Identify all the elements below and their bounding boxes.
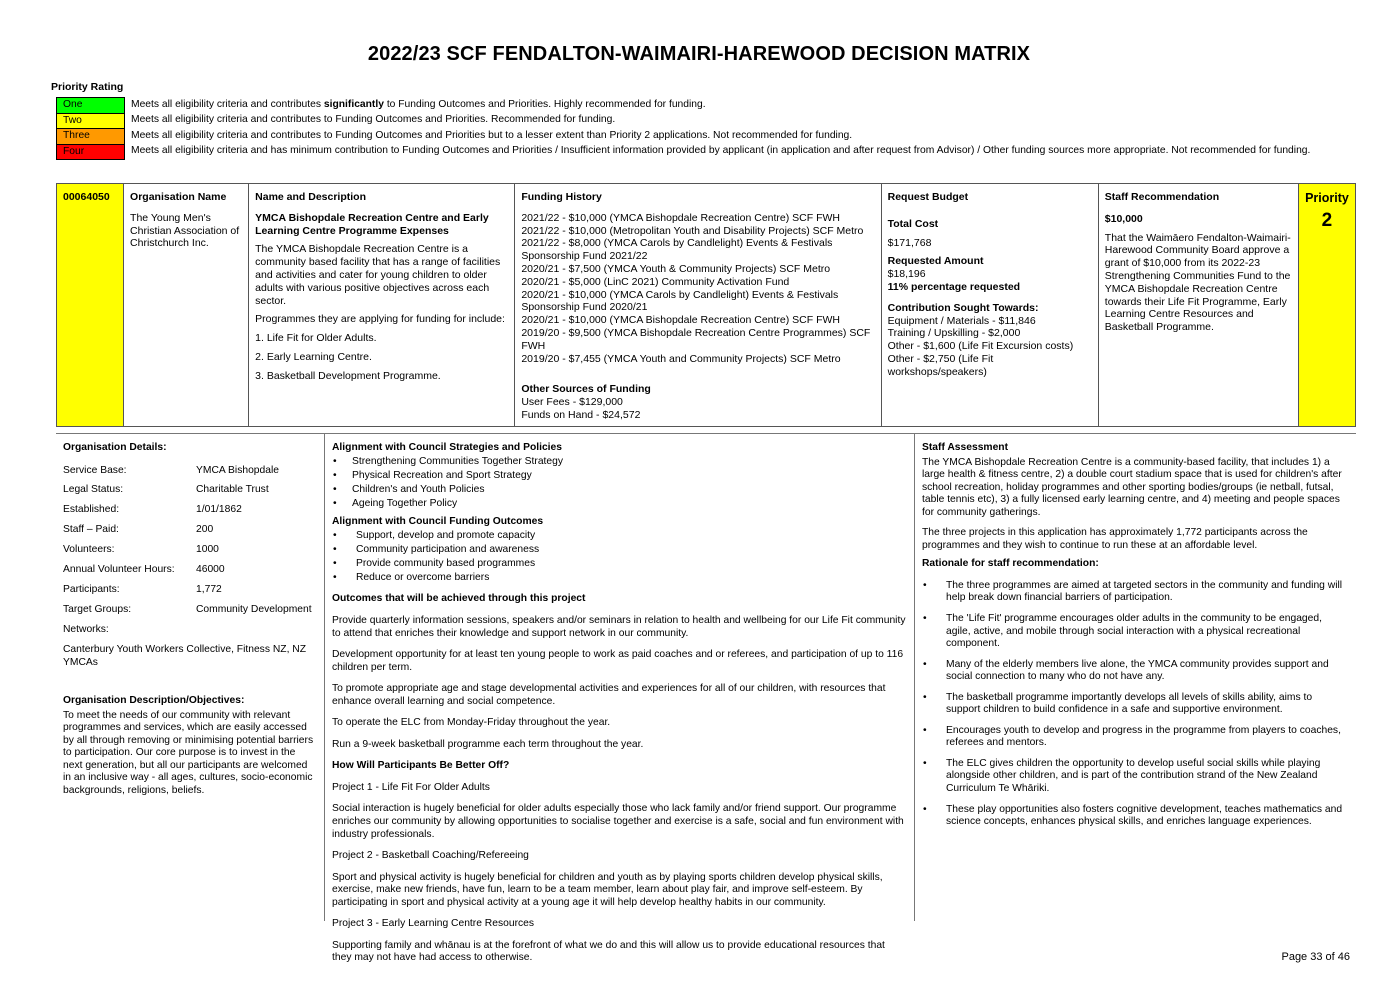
- organisation-details-column: [56, 434, 324, 921]
- request-budget-heading: Request Budget: [887, 191, 969, 203]
- priority-description: [125, 129, 1318, 145]
- funding-outcomes-heading: Alignment with Council Funding Outcomes: [332, 516, 544, 528]
- organisation-detail-label: Networks:: [63, 624, 109, 636]
- strategy-item: • Physical Recreation and Sport Strategy: [332, 470, 907, 483]
- better-off-heading: How Will Participants Be Better Off?: [332, 760, 510, 772]
- priority-rating-row: [57, 113, 1318, 129]
- organisation-detail-value: 1,772: [196, 584, 222, 596]
- organisation-detail-row: [63, 604, 317, 617]
- projects-list: [332, 782, 907, 965]
- priority-cell: [1298, 184, 1355, 427]
- priority-description: [125, 113, 1318, 129]
- rationale-item: • The 'Life Fit' programme encourages older adults in the community to be engaged, agile, active, and mobile through social interaction with a physical recreational component.: [922, 613, 1349, 651]
- organisation-detail-row: [63, 524, 317, 537]
- priority-description: [125, 98, 1318, 114]
- alignment-column: [324, 434, 915, 964]
- organisation-detail-value: 1/01/1862: [196, 504, 242, 516]
- funding-history-item: 2019/20 - $9,500 (YMCA Bishopdale Recreation Centre Programmes) SCF FWH: [521, 326, 871, 352]
- programme-item: 2. Early Learning Centre.: [255, 350, 372, 363]
- priority-rating-row: [57, 129, 1318, 145]
- application-summary-table: [56, 183, 1356, 427]
- funding-outcomes-list: [332, 530, 907, 585]
- rationale-item: • Many of the elderly members live alone, the YMCA community provides support and social connection to many who do not have any.: [922, 659, 1349, 684]
- project-title: Project 3 - Early Learning Centre Resources: [332, 918, 535, 930]
- organisation-detail-label: Participants:: [63, 584, 120, 596]
- strategy-item: • Children's and Youth Policies: [332, 484, 907, 497]
- rationale-item: • The basketball programme importantly develops all levels of skills ability, aims to support children to build confidence in a safe and supportive environment.: [922, 692, 1349, 717]
- organisation-detail-value: 1000: [196, 544, 219, 556]
- project-title: Project 1 - Life Fit For Older Adults: [332, 781, 490, 793]
- organisation-heading: Organisation Name: [130, 191, 227, 203]
- project-description: The YMCA Bishopdale Recreation Centre is a community based facility that has a range of facilities and activities and cater for young children to older adults with various positive objectives across each sector.: [255, 243, 501, 307]
- outcome-achieved-item: Development opportunity for at least ten young people to work as paid coaches and or referees, and participation of up to 116 children per term.: [332, 649, 904, 673]
- organisation-detail-label: Annual Volunteer Hours:: [63, 564, 175, 576]
- organisation-detail-value: 200: [196, 524, 214, 536]
- contribution-list: [888, 315, 1092, 379]
- organisation-details-list: [63, 465, 317, 637]
- organisation-cell: [124, 184, 249, 427]
- priority-description-text: Meets all eligibility criteria and has minimum contribution to Funding Outcomes and Priorities / Insufficient information provided by applicant (in application and after request from Advisor) / Other funding sources more appropriate. Not recommended for funding.: [131, 145, 1311, 157]
- application-id-cell: [57, 184, 124, 427]
- priority-description-emphasis: significantly: [323, 98, 384, 110]
- outcomes-achieved-heading: Outcomes that will be achieved through this project: [332, 593, 586, 605]
- project-text: Social interaction is hugely beneficial for older adults especially those who lack family and/or friend support. Our programme enriches our community by allowing opportunities to socialise together and exercise is a safe, social and fun environment with industry professionals.: [332, 803, 904, 840]
- funding-history-heading: Funding History: [521, 191, 602, 203]
- contribution-heading: Contribution Sought Towards:: [887, 301, 1039, 314]
- other-source-item: User Fees - $129,000: [521, 396, 623, 409]
- outcome-achieved-item: Provide quarterly information sessions, speakers and/or seminars in relation to health and wellbeing for our Life Fit community to attend that enriches their knowledge and support network in our community.: [332, 615, 906, 639]
- funding-history-item: 2020/21 - $10,000 (YMCA Bishopdale Recreation Centre) SCF FWH: [521, 314, 840, 327]
- rationale-heading: Rationale for staff recommendation:: [922, 558, 1099, 570]
- programmes-intro: Programmes they are applying for funding for include:: [255, 313, 505, 326]
- funding-outcome-item: • Provide community based programmes: [332, 558, 907, 571]
- funding-outcome-item: • Support, develop and promote capacity: [332, 530, 907, 543]
- funding-history-item: 2020/21 - $10,000 (YMCA Carols by Candlelight) Events & Festivals Sponsorship Fund 2020/21: [521, 288, 839, 314]
- staff-assessment-heading: Staff Assessment: [922, 442, 1009, 453]
- funding-history-cell: [515, 184, 881, 427]
- funding-history-item: 2021/22 - $10,000 (YMCA Bishopdale Recreation Centre) SCF FWH: [521, 211, 840, 224]
- organisation-detail-label: Target Groups:: [63, 604, 132, 616]
- priority-rating-heading: Priority Rating: [51, 81, 124, 93]
- name-description-cell: [249, 184, 515, 427]
- funding-history-list: [521, 212, 874, 366]
- contribution-item: Other - $1,600 (Life Fit Excursion costs): [887, 340, 1074, 353]
- contribution-item: Other - $2,750 (Life Fit workshops/speakers): [887, 352, 994, 378]
- staff-recommendation-amount: $10,000: [1104, 212, 1143, 225]
- priority-rating-row: [57, 98, 1318, 114]
- organisation-detail-label: Staff – Paid:: [63, 524, 119, 536]
- project-text: Supporting family and whānau is at the forefront of what we do and this will allow us to provide educational resources that they may not have had access to otherwise.: [332, 939, 885, 964]
- requested-amount-label: Requested Amount: [887, 255, 984, 268]
- priority-rating-row: [57, 144, 1318, 160]
- staff-recommendation-text: That the Waimāero Fendalton-Waimairi-Harewood Community Board approve a grant of $10,000 from its 2022-23 Strengthening Communities Fund to the YMCA Bishopdale Recreation Centre towards their Life Fit Programme, Early Learning Centre Resources and Basketball Programme.: [1104, 231, 1291, 334]
- contribution-item: Training / Upskilling - $2,000: [887, 327, 1021, 340]
- staff-assessment-column: [915, 434, 1356, 921]
- funding-history-item: 2020/21 - $5,000 (LinC 2021) Community Activation Fund: [521, 275, 790, 288]
- outcome-achieved-item: To operate the ELC from Monday-Friday throughout the year.: [332, 717, 611, 729]
- priority-swatch: One: [57, 98, 125, 114]
- organisation-detail-value: Charitable Trust: [196, 484, 269, 496]
- organisation-detail-row: [63, 484, 317, 497]
- organisation-detail-row: [63, 584, 317, 597]
- funding-outcome-item: • Community participation and awareness: [332, 544, 907, 557]
- other-source-item: Funds on Hand - $24,572: [521, 408, 641, 421]
- organisation-description-heading: Organisation Description/Objectives:: [63, 695, 245, 707]
- project-text: Sport and physical activity is hugely beneficial for children and youth as by playing sports children develop physical skills, exercise, make new friends, have fun, learn to be a team member, learn about play fair, and improve self-esteem. By participating in sport and physical activity at a young age it will help develop healthy habits in our community.: [332, 871, 883, 908]
- outcome-achieved-item: Run a 9-week basketball programme each term throughout the year.: [332, 738, 644, 750]
- priority-description-text: to Funding Outcomes and Priorities. Highly recommended for funding.: [383, 98, 706, 110]
- name-description-heading: Name and Description: [255, 191, 367, 203]
- rationale-item: • The ELC gives children the opportunity to develop useful social skills while playing alongside other children, and is part of the contribution strand of the New Zealand Curriculum Te Whāriki.: [922, 758, 1349, 796]
- funding-history-item: 2021/22 - $8,000 (YMCA Carols by Candlelight) Events & Festivals Sponsorship Fund 2021/22: [521, 237, 833, 263]
- organisation-detail-label: Service Base:: [63, 464, 127, 476]
- organisation-description: To meet the needs of our community with relevant programmes and services, which are easily accessed by all through removing or minimising potential barriers to participation. Our core purpose is to invest in the next generation, but all our participants are welcomed in an inclusive way - all ages, cultures, socio-economic backgrounds, religions, beliefs.: [63, 709, 314, 796]
- strategy-item: • Strengthening Communities Together Strategy: [332, 456, 907, 469]
- contribution-item: Equipment / Materials - $11,846: [887, 314, 1036, 327]
- priority-description: [125, 144, 1318, 160]
- total-cost-label: Total Cost: [887, 217, 939, 230]
- organisation-detail-row: [63, 465, 317, 478]
- outcomes-achieved-list: [332, 615, 907, 751]
- strategies-heading: Alignment with Council Strategies and Policies: [332, 442, 563, 453]
- priority-swatch: Two: [57, 113, 125, 129]
- funding-history-item: 2020/21 - $7,500 (YMCA Youth & Community Projects) SCF Metro: [521, 262, 831, 275]
- funding-history-item: 2021/22 - $10,000 (Metropolitan Youth and Disability Projects) SCF Metro: [521, 224, 864, 237]
- organisation-detail-value: YMCA Bishopdale: [196, 464, 279, 476]
- page-number: Page 33 of 46: [1281, 951, 1350, 963]
- strategies-list: [332, 456, 907, 511]
- organisation-detail-row: [63, 504, 317, 517]
- programme-item: 3. Basketball Development Programme.: [255, 369, 441, 382]
- priority-description-text: Meets all eligibility criteria and contributes: [131, 98, 324, 110]
- application-id: 00064050: [63, 191, 110, 203]
- organisation-detail-row: [63, 564, 317, 577]
- organisation-detail-row: [63, 544, 317, 557]
- priority-swatch: Four: [57, 144, 125, 160]
- project-title: Project 2 - Basketball Coaching/Refereeing: [332, 850, 529, 862]
- percentage-requested: 11% percentage requested: [887, 280, 1021, 293]
- priority-description-text: Meets all eligibility criteria and contributes to Funding Outcomes and Priorities but to a lesser extent than Priority 2 applications. Not recommended for funding.: [131, 129, 853, 141]
- rationale-item: • These play opportunities also fosters cognitive development, teaches mathematics and science concepts, enhances physical skills, and enriches language experiences.: [922, 804, 1349, 829]
- programme-item: 1. Life Fit for Older Adults.: [255, 332, 377, 345]
- priority-description-text: Meets all eligibility criteria and contributes to Funding Outcomes and Priorities. Recommended for funding.: [131, 114, 616, 126]
- priority-value: 2: [1321, 210, 1333, 232]
- funding-history-item: 2019/20 - $7,455 (YMCA Youth and Community Projects) SCF Metro: [521, 352, 841, 365]
- staff-assessment-paragraph: The three projects in this application has approximately 1,772 participants across the programmes and they wish to continue to run these at an affordable level.: [922, 527, 1308, 551]
- organisation-detail-row: [63, 624, 317, 637]
- rationale-list: [922, 580, 1349, 829]
- total-cost-value: $171,768: [887, 236, 932, 249]
- rationale-item: • Encourages youth to develop and progress in the programme from players to coaches, referees and mentors.: [922, 725, 1349, 750]
- page-title: 2022/23 SCF FENDALTON-WAIMAIRI-HAREWOOD DECISION MATRIX: [367, 43, 1031, 65]
- priority-rating-legend: [56, 97, 1318, 160]
- rationale-item: • The three programmes are aimed at targeted sectors in the community and funding will help break down financial barriers of participation.: [922, 580, 1349, 605]
- organisation-name: The Young Men's Christian Association of Christchurch Inc.: [130, 211, 240, 250]
- requested-amount-value: $18,196: [887, 268, 926, 281]
- request-budget-cell: [881, 184, 1098, 427]
- organisation-detail-label: Volunteers:: [63, 544, 115, 556]
- staff-recommendation-cell: [1098, 184, 1298, 427]
- organisation-detail-label: Established:: [63, 504, 120, 516]
- organisation-detail-value: Community Development: [196, 604, 312, 616]
- organisation-detail-label: Legal Status:: [63, 484, 124, 496]
- organisation-detail-value: 46000: [196, 564, 225, 576]
- other-sources-heading: Other Sources of Funding: [521, 383, 651, 396]
- staff-recommendation-heading: Staff Recommendation: [1104, 191, 1220, 203]
- strategy-item: • Ageing Together Policy: [332, 498, 907, 511]
- networks-value: Canterbury Youth Workers Collective, Fitness NZ, NZ YMCAs: [63, 643, 307, 668]
- priority-heading: Priority: [1305, 191, 1349, 205]
- organisation-detail-value: [196, 624, 317, 637]
- outcome-achieved-item: To promote appropriate age and stage developmental activities and experiences for all of our children, with resources that enhance overall learning and social competence.: [332, 683, 886, 707]
- priority-swatch: Three: [57, 129, 125, 145]
- funding-outcome-item: • Reduce or overcome barriers: [332, 572, 907, 585]
- project-title: YMCA Bishopdale Recreation Centre and Early Learning Centre Programme Expenses: [255, 211, 489, 237]
- organisation-details-heading: Organisation Details:: [63, 442, 167, 453]
- staff-assessment-paragraph: The YMCA Bishopdale Recreation Centre is a community-based facility, that includes 1) a large health & fitness centre, 2) a double court stadium space that is used for children's after school recreation, holiday programmes and other sporting bodies/groups (ie netball, futsal, table tennis etc), 3) a fully licensed early learning centre, and 4) meeting and people spaces for community gatherings.: [922, 456, 1342, 518]
